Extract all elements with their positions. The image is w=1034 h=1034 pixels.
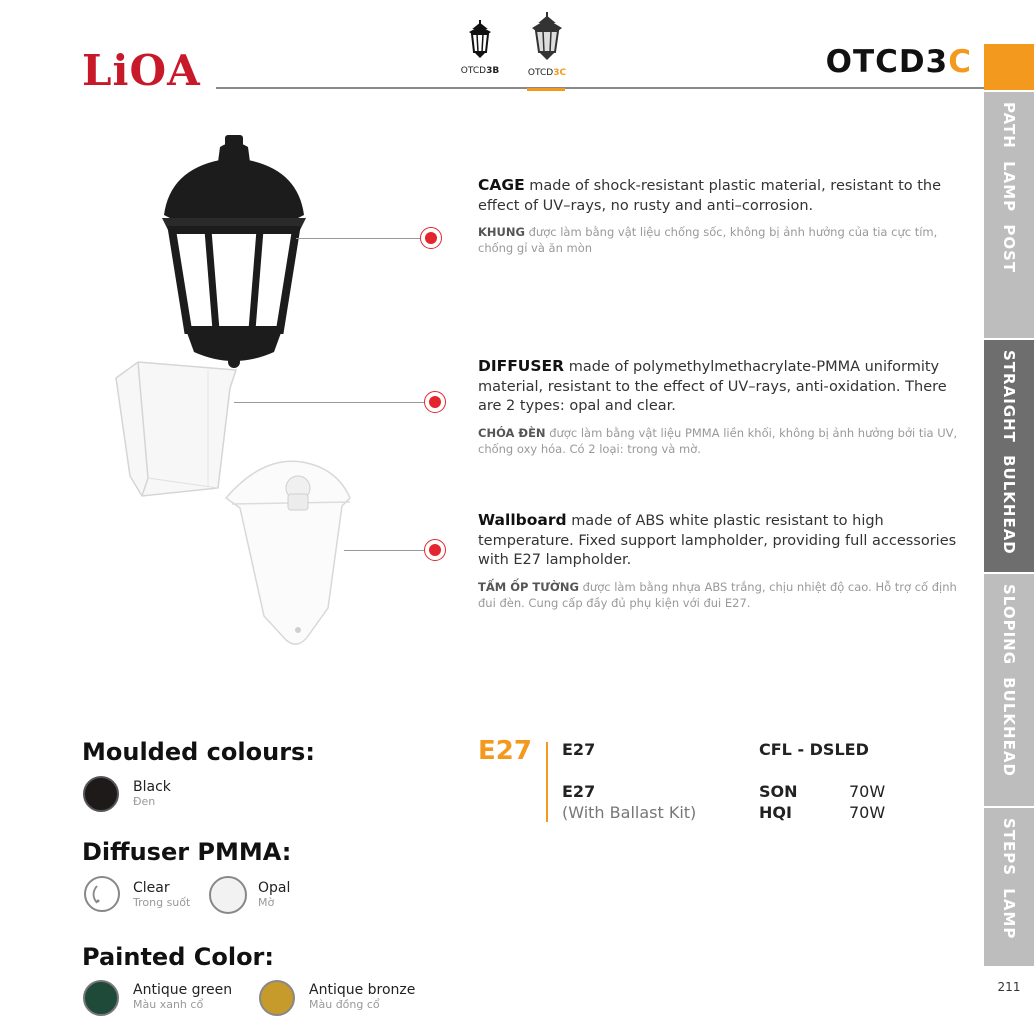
colour-option-antique-green <box>133 983 232 1011</box>
variant-otcd3c[interactable] <box>517 10 577 78</box>
colour-sublabel: Đen <box>133 795 156 808</box>
spec-divider <box>546 742 548 822</box>
model-prefix: OTCD3 <box>825 44 949 80</box>
colour-label: Black <box>133 779 171 795</box>
selected-variant-indicator <box>527 88 565 91</box>
colour-option-opal <box>258 881 290 909</box>
side-tab-label: STRAIGHT BULKHEAD <box>1000 350 1018 555</box>
component-title: CAGE <box>478 176 525 194</box>
swatch-antique-green <box>83 980 119 1016</box>
moulded-colours-heading: Moulded colours: <box>82 738 315 766</box>
spec-row1-socket: E27 <box>562 740 596 759</box>
colour-sublabel: Màu xanh cổ <box>133 998 204 1011</box>
side-tab-straight-bulkhead[interactable] <box>984 340 1034 572</box>
swatch-clear <box>84 876 120 912</box>
variant-suffix: 3B <box>486 66 500 76</box>
colour-option-clear <box>133 881 190 909</box>
painted-color-heading: Painted Color: <box>82 943 274 971</box>
component-title: Wallboard <box>478 511 567 529</box>
header-accent-tab <box>984 44 1034 90</box>
variant-suffix: 3C <box>553 68 567 78</box>
spec-row2-socket: E27 <box>562 782 596 801</box>
component-title: DIFFUSER <box>478 357 565 375</box>
socket-type: E27 <box>478 736 532 766</box>
component-text-vi: được làm bằng vật liệu PMMA liền khối, không bị ảnh hưởng bởi tia UV, chống oxy hóa. Có 2 loại: trong và mờ. <box>478 425 958 456</box>
variant-prefix: OTCD <box>460 66 487 76</box>
spec-row1-type: CFL - DSLED <box>759 740 869 759</box>
colour-label: Opal <box>258 880 291 896</box>
clear-glass-icon <box>86 878 118 910</box>
colour-label: Antique bronze <box>309 982 416 998</box>
side-tab-steps-lamp[interactable] <box>984 808 1034 966</box>
component-title-vi: CHÓA ĐÈN <box>478 425 546 440</box>
swatch-antique-bronze <box>259 980 295 1016</box>
callout-line-diffuser <box>234 402 424 403</box>
colour-sublabel: Màu đồng cổ <box>309 998 380 1011</box>
component-desc-wallboard <box>478 511 963 611</box>
side-tab-path-lamp-post[interactable] <box>984 92 1034 338</box>
component-text: made of ABS white plastic resistant to high temperature. Fixed support lampholder, providing full accessories with E27 lampholder. <box>478 513 957 568</box>
component-desc-diffuser <box>478 357 963 457</box>
spec-row2-note: (With Ballast Kit) <box>562 803 697 822</box>
component-text: made of shock-resistant plastic material, resistant to the effect of UV–rays, no rusty and anti–corrosion. <box>478 178 942 214</box>
page-number: 211 <box>997 980 1021 994</box>
model-suffix: C <box>948 44 972 80</box>
colour-label: Clear <box>133 880 170 896</box>
swatch-black <box>83 776 119 812</box>
component-text-vi: được làm bằng nhựa ABS trắng, chịu nhiệt độ cao. Hỗ trợ cố định đui đèn. Cung cấp đầy đủ phụ kiện với đui E27. <box>478 579 957 610</box>
colour-sublabel: Mờ <box>258 896 275 909</box>
component-title-vi: KHUNG <box>478 225 525 239</box>
spec-row3-type: HQI <box>759 803 792 822</box>
callout-marker-diffuser <box>424 391 446 413</box>
component-text: made of polymethylmethacrylate-PMMA uniformity material, resistant to the effect of UV–rays, anti-oxidation. There are 2 types: opal and clear. <box>478 359 947 414</box>
cage-image <box>150 130 315 370</box>
lantern-thumbnail-icon <box>529 10 565 64</box>
brand-logo: LiOA <box>82 46 201 95</box>
side-tab-label: STEPS LAMP <box>1000 818 1018 940</box>
variant-prefix: OTCD <box>527 68 554 78</box>
component-text-vi: được làm bằng vật liệu chống sốc, không bị ảnh hưởng của tia cực tím, chống gỉ và ăn mòn <box>478 225 938 255</box>
side-tab-label: SLOPING BULKHEAD <box>1000 584 1018 777</box>
callout-marker-wallboard <box>424 539 446 561</box>
colour-label: Antique green <box>133 982 233 998</box>
model-code <box>826 44 972 80</box>
colour-option-black <box>133 780 171 808</box>
side-tab-sloping-bulkhead[interactable] <box>984 574 1034 806</box>
variant-otcd3b[interactable] <box>450 18 510 76</box>
callout-marker-cage <box>420 227 442 249</box>
diffuser-pmma-heading: Diffuser PMMA: <box>82 838 292 866</box>
spec-row3-watt: 70W <box>849 803 886 822</box>
header-divider <box>216 87 984 89</box>
spec-row2-watt: 70W <box>849 782 886 801</box>
spec-row2-type: SON <box>759 782 798 801</box>
component-title-vi: TẤM ỐP TƯỜNG <box>478 579 579 594</box>
side-tab-label: PATH LAMP POST <box>1000 102 1018 274</box>
swatch-opal <box>209 876 247 914</box>
wallboard-image <box>222 458 357 653</box>
colour-sublabel: Trong suốt <box>133 896 191 909</box>
component-desc-cage <box>478 176 963 256</box>
lantern-thumbnail-icon <box>466 18 494 62</box>
colour-option-antique-bronze <box>309 983 415 1011</box>
callout-line-cage <box>296 238 420 239</box>
callout-line-wallboard <box>344 550 424 551</box>
